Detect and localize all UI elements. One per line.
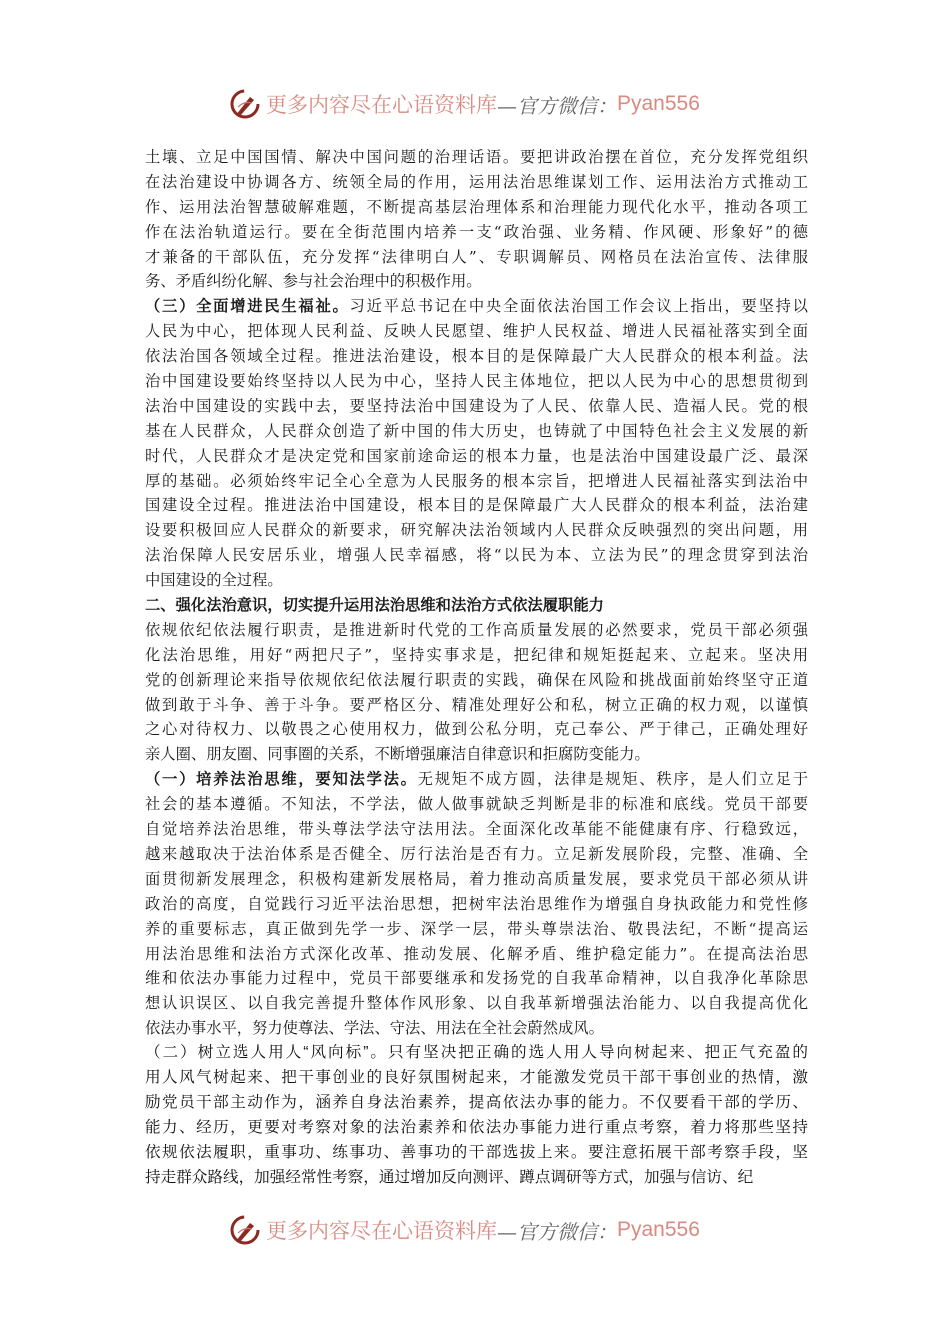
line-text: 在法治建设中协调各方、统领全局的作用，运用法治思维谋划工作、运用法治方式推动工 (145, 172, 808, 191)
line-text: 励党员干部主动作为，涵养自身法治素养，提高依法办事的能力。不仅要看干部的学历、 (145, 1093, 808, 1111)
bold-heading: （一）培养法治思维，要知法学法。 (145, 770, 418, 789)
watermark-wechat-label: —官方微信： (497, 1219, 617, 1244)
document-body (145, 145, 808, 1190)
line-text: 社会的基本遵循。不知法，不学法，做人做事就缺乏判断是非的标准和底线。党员干部要 (145, 795, 808, 814)
paragraph (145, 767, 808, 1041)
text-line (145, 792, 808, 817)
paragraph (145, 294, 808, 593)
line-text: 亲人圈、朋友圈、同事圈的关系，不断增强廉洁自律意识和拒腐防变能力。 (145, 745, 650, 764)
text-line (145, 493, 808, 518)
text-line (145, 1091, 808, 1116)
paragraph (145, 593, 808, 618)
text-line (145, 220, 808, 245)
line-text: 依规依纪依法履行职责，是推进新时代党的工作高质量发展的必然要求，党员干部必须强 (145, 620, 808, 639)
text-line (145, 1066, 808, 1091)
text-line (145, 942, 808, 967)
watermark-wechat-id: Pyan556 (617, 1218, 700, 1241)
text-line (145, 892, 808, 917)
paragraph (145, 618, 808, 767)
line-text: 习近平总书记在中央全面依法治国工作会议上指出，要坚持以 (349, 297, 808, 316)
text-line (145, 319, 808, 344)
line-text: 能力、经历，更要对考察对象的法治素养和依法办事能力进行重点考察，着力将那些坚持 (145, 1118, 808, 1136)
text-line (145, 842, 808, 867)
text-line (145, 643, 808, 668)
line-text: 维和依法办事能力过程中，党员干部要继承和发扬党的自我革命精神，以自我净化革除思 (145, 969, 808, 988)
text-line (145, 1116, 808, 1141)
line-text: 法治中国建设的实践中去，要坚持法治中国建设为了人民、依靠人民、造福人民。党的根 (145, 396, 808, 415)
watermark-site: 更多内容尽在心语资料库 (266, 93, 497, 117)
line-text: 基在人民群众，人民群众创造了新中国的伟大历史，也铸就了中国特色社会主义发展的新 (145, 421, 808, 440)
quill-logo-icon (228, 1213, 262, 1247)
header-watermark (228, 84, 700, 124)
line-text: 越来越取决于法治体系是否健全、厉行法治是否有力。立足新发展阶段，完整、准确、全 (145, 844, 808, 863)
text-line (145, 693, 808, 718)
line-text: 法治保障人民安居乐业，增强人民幸福感，将“以民为本、立法为民”的理念贯穿到法治 (145, 546, 808, 565)
text-line (145, 742, 808, 767)
text-line (145, 917, 808, 942)
text-line (145, 817, 808, 842)
text-line (145, 394, 808, 419)
line-text: 中国建设的全过程。 (145, 571, 283, 590)
text-line (145, 767, 808, 792)
line-text: 政治的高度，自觉践行习近平法治思想，把树牢法治思维作为增强自身执政能力和党性修 (145, 894, 808, 913)
line-text: 化法治思维，用好“两把尺子”，坚持实事求是，把纪律和规矩挺起来、立起来。坚决用 (145, 645, 808, 664)
line-text: 依规依法履职，重事功、练事功、善事功的干部选拔上来。要注意拓展干部考察手段，坚 (145, 1143, 808, 1161)
line-text: 时代，人民群众才是决定党和国家前途命运的根本力量，也是法治中国建设最广泛、最深 (145, 446, 808, 465)
line-text: （二）树立选人用人“风向标”。只有坚决把正确的选人用人导向树起来、把正气充盈的 (145, 1044, 808, 1062)
line-text: 之心对待权力、以敬畏之心使用权力，做到公私分明，克己奉公、严于律己，正确处理好 (145, 720, 808, 739)
text-line (145, 170, 808, 195)
line-text: 土壤、立足中国国情、解决中国问题的治理话语。要把讲政治摆在首位，充分发挥党组织 (145, 148, 808, 166)
paragraph (145, 145, 808, 294)
text-line (145, 1041, 808, 1066)
line-text: 党的创新理论来指导依规依纪依法履行职责的实践，确保在风险和挑战面前始终坚守正道 (145, 670, 808, 689)
text-line (145, 867, 808, 892)
text-line (145, 593, 808, 618)
text-line (145, 469, 808, 494)
line-text: 养的重要标志，真正做到先学一步、深学一层，带头尊崇法治、敬畏法纪，不断“提高运 (145, 919, 808, 938)
watermark-site: 更多内容尽在心语资料库 (266, 1219, 497, 1243)
watermark-wechat-id: Pyan556 (617, 92, 700, 115)
line-text: 无规矩不成方圆，法律是规矩、秩序，是人们立足于 (417, 770, 808, 789)
line-text: 务、矛盾纠纷化解、参与社会治理中的积极作用。 (145, 272, 482, 291)
text-line (145, 444, 808, 469)
bold-heading: 二、强化法治意识，切实提升运用法治思维和法治方式依法履职能力 (145, 596, 604, 615)
text-line (145, 1141, 808, 1166)
text-line (145, 568, 808, 593)
line-text: 作在法治轨道运行。要在全街范围内培养一支“政治强、业务精、作风硬、形象好”的德 (145, 222, 808, 241)
line-text: 依法治国各领域全过程。推进法治建设，根本目的是保障最广大人民群众的根本利益。法 (145, 347, 808, 366)
text-line (145, 195, 808, 220)
text-line (145, 419, 808, 444)
text-line (145, 369, 808, 394)
line-text: 厚的基础。必须始终牢记全心全意为人民服务的根本宗旨，把增进人民福祉落实到法治中 (145, 471, 808, 490)
line-text: 用法治思维和法治方式深化改革、推动发展、化解矛盾、维护稳定能力”。在提高法治思 (145, 944, 808, 963)
text-line (145, 1166, 808, 1191)
quill-logo-icon (228, 87, 262, 121)
line-text: 自觉培养法治思维，带头尊法学法守法用法。全面深化改革能不能健康有序、行稳致远， (145, 820, 808, 839)
text-line (145, 294, 808, 319)
line-text: 人民为中心，把体现人民利益、反映人民愿望、维护人民权益、增进人民福祉落实到全面 (145, 322, 808, 341)
line-text: 面贯彻新发展理念，积极构建新发展格局，着力推动高质量发展，要求党员干部必须从讲 (145, 869, 808, 888)
text-line (145, 344, 808, 369)
bold-heading: （三）全面增进民生福祉。 (145, 297, 350, 316)
text-line (145, 966, 808, 991)
watermark-wechat-label: —官方微信： (497, 93, 617, 118)
text-line (145, 717, 808, 742)
line-text: 作、运用法治智慧破解难题，不断提高基层治理体系和治理能力现代化水平，推动各项工 (145, 197, 808, 216)
line-text: 治中国建设要始终坚持以人民为中心，坚持人民主体地位，把以人民为中心的思想贯彻到 (145, 372, 808, 391)
text-line (145, 145, 808, 170)
paragraph (145, 1041, 808, 1190)
text-line (145, 518, 808, 543)
text-line (145, 269, 808, 294)
line-text: 持走群众路线，加强经常性考察，通过增加反向测评、蹲点调研等方式，加强与信访、纪 (145, 1168, 754, 1186)
line-text: 设要积极回应人民群众的新要求，研究解决法治领域内人民群众反映强烈的突出问题，用 (145, 521, 808, 540)
text-line (145, 1016, 808, 1041)
line-text: 才兼备的干部队伍，充分发挥“法律明白人”、专职调解员、网格员在法治宣传、法律服 (145, 247, 808, 266)
line-text: 国建设全过程。推进法治中国建设，根本目的是保障最广大人民群众的根本利益，法治建 (145, 496, 808, 515)
text-line (145, 668, 808, 693)
line-text: 用人风气树起来、把干事创业的良好氛围树起来，才能激发党员干部干事创业的热情，激 (145, 1068, 808, 1086)
text-line (145, 543, 808, 568)
text-line (145, 991, 808, 1016)
text-line (145, 245, 808, 270)
line-text: 想认识误区、以自我完善提升整体作风形象、以自我革新增强法治能力、以自我提高优化 (145, 994, 808, 1013)
line-text: 依法办事水平，努力使尊法、学法、守法、用法在全社会蔚然成风。 (145, 1019, 604, 1038)
line-text: 做到敢于斗争、善于斗争。要严格区分、精准处理好公和私，树立正确的权力观，以谨慎 (145, 695, 808, 714)
footer-watermark (228, 1210, 700, 1250)
text-line (145, 618, 808, 643)
